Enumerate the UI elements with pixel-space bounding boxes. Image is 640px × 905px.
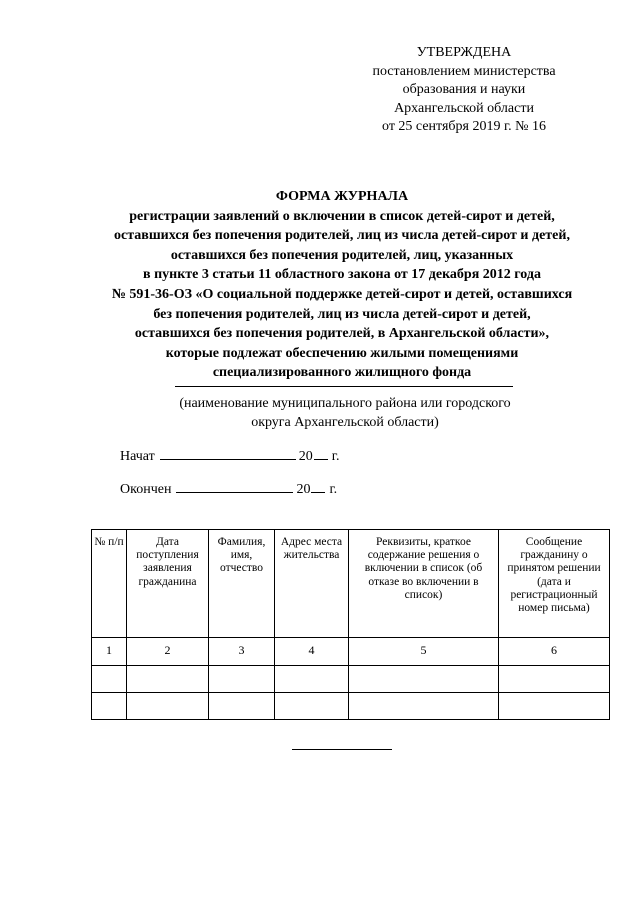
approval-line: постановлением министерства [372, 63, 556, 79]
table-cell[interactable] [127, 666, 209, 693]
table-cell[interactable] [349, 693, 499, 720]
ended-label: Окончен [120, 482, 172, 497]
year-suffix: г. [329, 482, 338, 497]
started-year-field[interactable] [314, 445, 328, 460]
title-line: без попечения родителей, лиц из числа детей-сирот и детей, [153, 306, 531, 322]
started-date-row [120, 445, 339, 466]
title-line: оставшихся без попечения родителей, в Архангельской области», [134, 326, 550, 342]
table-row [92, 693, 610, 720]
ended-date-row [120, 478, 337, 499]
approval-line: УТВЕРЖДЕНА [416, 45, 512, 60]
approval-line: образования и науки [402, 82, 526, 97]
document-title [80, 187, 604, 383]
title-line: специализированного жилищного фонда [212, 365, 472, 381]
title-line: ФОРМА ЖУРНАЛА [275, 189, 409, 204]
table-cell[interactable] [209, 666, 275, 693]
column-number: 6 [499, 638, 610, 666]
table-cell[interactable] [92, 693, 127, 720]
table-cell[interactable] [349, 666, 499, 693]
year-prefix: 20 [296, 482, 311, 497]
table-cell[interactable] [275, 666, 349, 693]
table-cell[interactable] [127, 693, 209, 720]
title-line: № 591-36-ОЗ «О социальной поддержке детей-сирот и детей, оставшихся [111, 286, 573, 302]
approval-line: Архангельской области [394, 100, 534, 116]
header-notification: Сообщение гражданину о принятом решении (дата и регистрационный номер письма) [499, 530, 610, 638]
table-cell[interactable] [275, 693, 349, 720]
title-line: регистрации заявлений о включении в список детей-сирот и детей, [129, 208, 555, 224]
title-line: которые подлежат обеспечению жилыми помещениями [165, 345, 519, 361]
column-number-row [92, 638, 610, 666]
column-number: 3 [209, 638, 275, 666]
header-decision-details: Реквизиты, краткое содержание решения о включении в список (об отказе во включении в список) [349, 530, 499, 638]
table-row [92, 666, 610, 693]
column-number: 4 [275, 638, 349, 666]
table-cell[interactable] [499, 666, 610, 693]
title-line: в пункте 3 статьи 11 областного закона от 17 декабря 2012 года [143, 267, 541, 283]
caption-line: округа Архангельской области) [251, 415, 439, 430]
year-prefix: 20 [298, 449, 313, 464]
table-cell[interactable] [92, 666, 127, 693]
column-number: 2 [127, 638, 209, 666]
header-full-name: Фамилия, имя, отчество [209, 530, 275, 638]
title-line: оставшихся без попечения родителей, лиц, указанных [170, 247, 514, 263]
municipality-name-line[interactable] [175, 386, 513, 387]
column-number: 1 [92, 638, 127, 666]
municipality-caption [130, 394, 560, 432]
table-cell[interactable] [499, 693, 610, 720]
column-number: 5 [349, 638, 499, 666]
header-number: № п/п [92, 530, 127, 638]
approval-line: от 25 сентября 2019 г. № 16 [382, 119, 546, 134]
footer-divider [292, 749, 392, 750]
journal-table [91, 529, 610, 720]
title-line: оставшихся без попечения родителей, лиц из числа детей-сирот и детей, [114, 228, 570, 244]
header-date: Дата поступления заявления гражданина [127, 530, 209, 638]
caption-line: (наименование муниципального района или городского [179, 396, 511, 411]
year-suffix: г. [331, 449, 340, 464]
ended-date-field[interactable] [176, 478, 293, 493]
header-address: Адрес места жительства [275, 530, 349, 638]
started-label: Начат [120, 449, 155, 464]
started-date-field[interactable] [160, 445, 296, 460]
ended-year-field[interactable] [311, 478, 325, 493]
table-cell[interactable] [209, 693, 275, 720]
approval-stamp [352, 44, 576, 137]
table-header-row [92, 530, 610, 638]
